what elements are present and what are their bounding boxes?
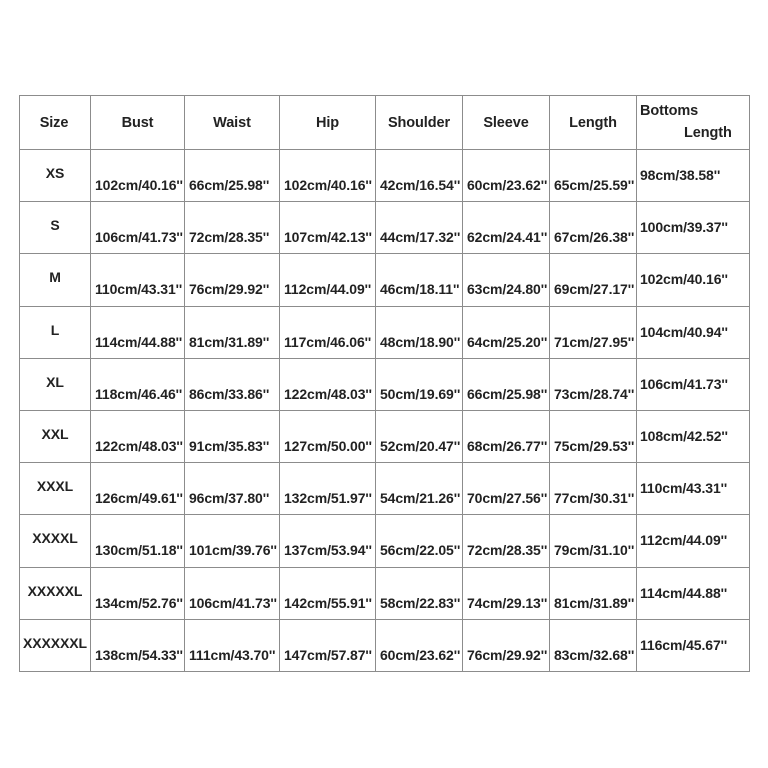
cell-length-text: 75cm/29.53'' — [554, 437, 635, 454]
cell-hip — [280, 567, 376, 619]
cell-bottoms-length — [637, 358, 750, 410]
cell-length-text: 81cm/31.89'' — [554, 594, 635, 611]
header-size: Size — [20, 96, 91, 150]
cell-length-text: 83cm/32.68'' — [554, 646, 635, 663]
cell-sleeve-text: 64cm/25.20'' — [467, 333, 548, 350]
cell-bottoms-length — [637, 567, 750, 619]
cell-bust — [91, 463, 185, 515]
cell-sleeve — [463, 515, 550, 567]
cell-length — [550, 619, 637, 671]
cell-shoulder — [376, 358, 463, 410]
cell-bottoms-length-text: 108cm/42.52'' — [640, 427, 728, 444]
cell-sleeve-text: 74cm/29.13'' — [467, 594, 548, 611]
cell-bottoms-length-text: 102cm/40.16'' — [640, 271, 728, 288]
cell-sleeve-text: 70cm/27.56'' — [467, 490, 548, 507]
cell-shoulder — [376, 150, 463, 202]
cell-hip — [280, 515, 376, 567]
cell-shoulder-text: 60cm/23.62'' — [380, 646, 461, 663]
cell-hip-text: 147cm/57.87'' — [284, 646, 372, 663]
cell-hip — [280, 254, 376, 306]
cell-length-text: 79cm/31.10'' — [554, 542, 635, 559]
cell-shoulder — [376, 202, 463, 254]
cell-size — [20, 254, 91, 306]
cell-shoulder — [376, 410, 463, 462]
cell-shoulder-text: 52cm/20.47'' — [380, 437, 461, 454]
cell-bottoms-length — [637, 202, 750, 254]
cell-bottoms-length — [637, 150, 750, 202]
cell-waist-text: 111cm/43.70'' — [189, 646, 276, 663]
cell-size — [20, 410, 91, 462]
cell-length — [550, 202, 637, 254]
cell-waist — [185, 410, 280, 462]
cell-size — [20, 463, 91, 515]
cell-hip — [280, 463, 376, 515]
cell-bust-text: 114cm/44.88'' — [95, 333, 183, 350]
cell-bottoms-length-text: 116cm/45.67'' — [640, 636, 728, 653]
table-row — [20, 358, 750, 410]
cell-hip — [280, 619, 376, 671]
cell-hip-text: 142cm/55.91'' — [284, 594, 372, 611]
cell-bust-text: 130cm/51.18'' — [95, 542, 183, 559]
cell-size-text: XXXL — [36, 478, 74, 495]
cell-shoulder-text: 42cm/16.54'' — [380, 177, 461, 193]
cell-sleeve — [463, 567, 550, 619]
table-header — [20, 96, 750, 150]
cell-size — [20, 515, 91, 567]
table-row — [20, 619, 750, 671]
cell-waist — [185, 358, 280, 410]
cell-shoulder-text: 48cm/18.90'' — [380, 333, 461, 350]
cell-hip-text: 102cm/40.16'' — [284, 177, 372, 193]
cell-sleeve — [463, 254, 550, 306]
cell-waist-text: 96cm/37.80'' — [189, 490, 270, 507]
header-bottoms-line1: Bottoms — [640, 103, 699, 119]
cell-bust — [91, 515, 185, 567]
table-row — [20, 150, 750, 202]
cell-length — [550, 567, 637, 619]
header-sleeve: Sleeve — [463, 96, 550, 150]
cell-waist-text: 91cm/35.83'' — [189, 437, 270, 454]
cell-length-text: 69cm/27.17'' — [554, 281, 635, 298]
header-length: Length — [550, 96, 637, 150]
cell-bottoms-length — [637, 254, 750, 306]
cell-bust-text: 138cm/54.33'' — [95, 646, 183, 663]
cell-sleeve — [463, 410, 550, 462]
cell-bust — [91, 358, 185, 410]
cell-waist-text: 66cm/25.98'' — [189, 177, 270, 193]
cell-hip-text: 132cm/51.97'' — [284, 490, 372, 507]
cell-bottoms-length — [637, 619, 750, 671]
cell-sleeve-text: 63cm/24.80'' — [467, 281, 548, 298]
cell-size-text: XL — [46, 373, 64, 390]
cell-shoulder — [376, 306, 463, 358]
cell-hip — [280, 306, 376, 358]
cell-sleeve-text: 76cm/29.92'' — [467, 646, 548, 663]
cell-hip — [280, 202, 376, 254]
table-row — [20, 410, 750, 462]
cell-bust-text: 106cm/41.73'' — [95, 229, 183, 246]
cell-size-text: XXXXXXL — [23, 634, 87, 651]
cell-shoulder — [376, 254, 463, 306]
cell-length-text: 73cm/28.74'' — [554, 385, 635, 402]
cell-hip-text: 107cm/42.13'' — [284, 229, 372, 246]
cell-bust-text: 102cm/40.16'' — [95, 177, 183, 193]
cell-waist-text: 76cm/29.92'' — [189, 281, 270, 298]
cell-size — [20, 202, 91, 254]
cell-sleeve-text: 66cm/25.98'' — [467, 385, 548, 402]
cell-size — [20, 619, 91, 671]
cell-waist-text: 86cm/33.86'' — [189, 385, 270, 402]
header-shoulder: Shoulder — [376, 96, 463, 150]
cell-length-text: 71cm/27.95'' — [554, 333, 635, 350]
cell-length-text: 67cm/26.38'' — [554, 229, 635, 246]
cell-size-text: S — [50, 217, 60, 234]
cell-waist-text: 101cm/39.76'' — [189, 542, 277, 559]
header-row — [20, 96, 750, 150]
table-body — [20, 150, 750, 672]
cell-hip — [280, 150, 376, 202]
cell-length — [550, 254, 637, 306]
cell-hip-text: 117cm/46.06'' — [284, 333, 372, 350]
cell-bottoms-length-text: 104cm/40.94'' — [640, 323, 728, 340]
cell-size — [20, 358, 91, 410]
cell-shoulder-text: 44cm/17.32'' — [380, 229, 461, 246]
cell-length — [550, 150, 637, 202]
size-chart-table — [19, 95, 750, 672]
cell-bust-text: 110cm/43.31'' — [95, 281, 183, 298]
cell-bust-text: 118cm/46.46'' — [95, 385, 183, 402]
cell-length — [550, 358, 637, 410]
table-row — [20, 567, 750, 619]
cell-length — [550, 463, 637, 515]
cell-bust — [91, 306, 185, 358]
cell-bust — [91, 254, 185, 306]
header-bottoms-line2: Length — [684, 125, 732, 141]
cell-shoulder — [376, 463, 463, 515]
table-row — [20, 515, 750, 567]
cell-bottoms-length-text: 106cm/41.73'' — [640, 375, 728, 392]
cell-waist — [185, 619, 280, 671]
cell-waist — [185, 463, 280, 515]
cell-size-text: XXXXXL — [27, 582, 83, 599]
cell-bottoms-length-text: 100cm/39.37'' — [640, 219, 728, 236]
cell-hip-text: 112cm/44.09'' — [284, 281, 372, 298]
cell-bottoms-length — [637, 306, 750, 358]
cell-bottoms-length-text: 112cm/44.09'' — [640, 532, 728, 549]
cell-waist — [185, 202, 280, 254]
header-hip: Hip — [280, 96, 376, 150]
cell-sleeve-text: 68cm/26.77'' — [467, 437, 548, 454]
cell-waist — [185, 567, 280, 619]
cell-size-text: XXXXL — [32, 530, 78, 547]
cell-waist — [185, 150, 280, 202]
cell-bust — [91, 150, 185, 202]
cell-shoulder — [376, 567, 463, 619]
cell-waist — [185, 515, 280, 567]
table-row — [20, 306, 750, 358]
cell-shoulder-text: 54cm/21.26'' — [380, 490, 461, 507]
cell-bust — [91, 619, 185, 671]
cell-shoulder — [376, 515, 463, 567]
cell-shoulder-text: 56cm/22.05'' — [380, 542, 461, 559]
cell-bottoms-length-text: 110cm/43.31'' — [640, 480, 728, 497]
cell-bust — [91, 410, 185, 462]
cell-shoulder-text: 58cm/22.83'' — [380, 594, 461, 611]
table-row — [20, 254, 750, 306]
cell-bottoms-length-text: 98cm/38.58'' — [640, 167, 721, 183]
cell-hip-text: 127cm/50.00'' — [284, 437, 372, 454]
cell-sleeve-text: 62cm/24.41'' — [467, 229, 548, 246]
table-row — [20, 463, 750, 515]
table-row — [20, 202, 750, 254]
header-bust: Bust — [91, 96, 185, 150]
cell-hip-text: 122cm/48.03'' — [284, 385, 372, 402]
cell-bottoms-length — [637, 463, 750, 515]
cell-sleeve — [463, 202, 550, 254]
cell-hip — [280, 410, 376, 462]
cell-size — [20, 306, 91, 358]
cell-waist — [185, 254, 280, 306]
cell-bust-text: 122cm/48.03'' — [95, 437, 183, 454]
cell-bottoms-length — [637, 410, 750, 462]
cell-sleeve-text: 72cm/28.35'' — [467, 542, 548, 559]
cell-sleeve — [463, 463, 550, 515]
cell-hip-text: 137cm/53.94'' — [284, 542, 372, 559]
cell-bust-text: 126cm/49.61'' — [95, 490, 183, 507]
cell-bust — [91, 567, 185, 619]
cell-size-text: L — [50, 321, 60, 338]
cell-sleeve — [463, 358, 550, 410]
cell-length — [550, 410, 637, 462]
cell-sleeve — [463, 306, 550, 358]
cell-shoulder-text: 50cm/19.69'' — [380, 385, 461, 402]
header-waist: Waist — [185, 96, 280, 150]
cell-bust-text: 134cm/52.76'' — [95, 594, 183, 611]
cell-shoulder — [376, 619, 463, 671]
cell-sleeve — [463, 150, 550, 202]
cell-bottoms-length-text: 114cm/44.88'' — [640, 584, 728, 601]
cell-length — [550, 306, 637, 358]
cell-waist — [185, 306, 280, 358]
header-bottoms-length — [637, 96, 750, 150]
cell-waist-text: 72cm/28.35'' — [189, 229, 270, 246]
cell-length-text: 65cm/25.59'' — [554, 177, 635, 193]
cell-waist-text: 106cm/41.73'' — [189, 594, 277, 611]
cell-size — [20, 567, 91, 619]
cell-length — [550, 515, 637, 567]
cell-size-text: XS — [45, 165, 65, 181]
cell-waist-text: 81cm/31.89'' — [189, 333, 270, 350]
cell-sleeve-text: 60cm/23.62'' — [467, 177, 548, 193]
cell-size-text: XXL — [41, 425, 69, 442]
cell-bust — [91, 202, 185, 254]
cell-sleeve — [463, 619, 550, 671]
cell-size — [20, 150, 91, 202]
cell-size-text: M — [49, 269, 61, 286]
cell-length-text: 77cm/30.31'' — [554, 490, 635, 507]
cell-shoulder-text: 46cm/18.11'' — [380, 281, 460, 298]
cell-bottoms-length — [637, 515, 750, 567]
cell-hip — [280, 358, 376, 410]
